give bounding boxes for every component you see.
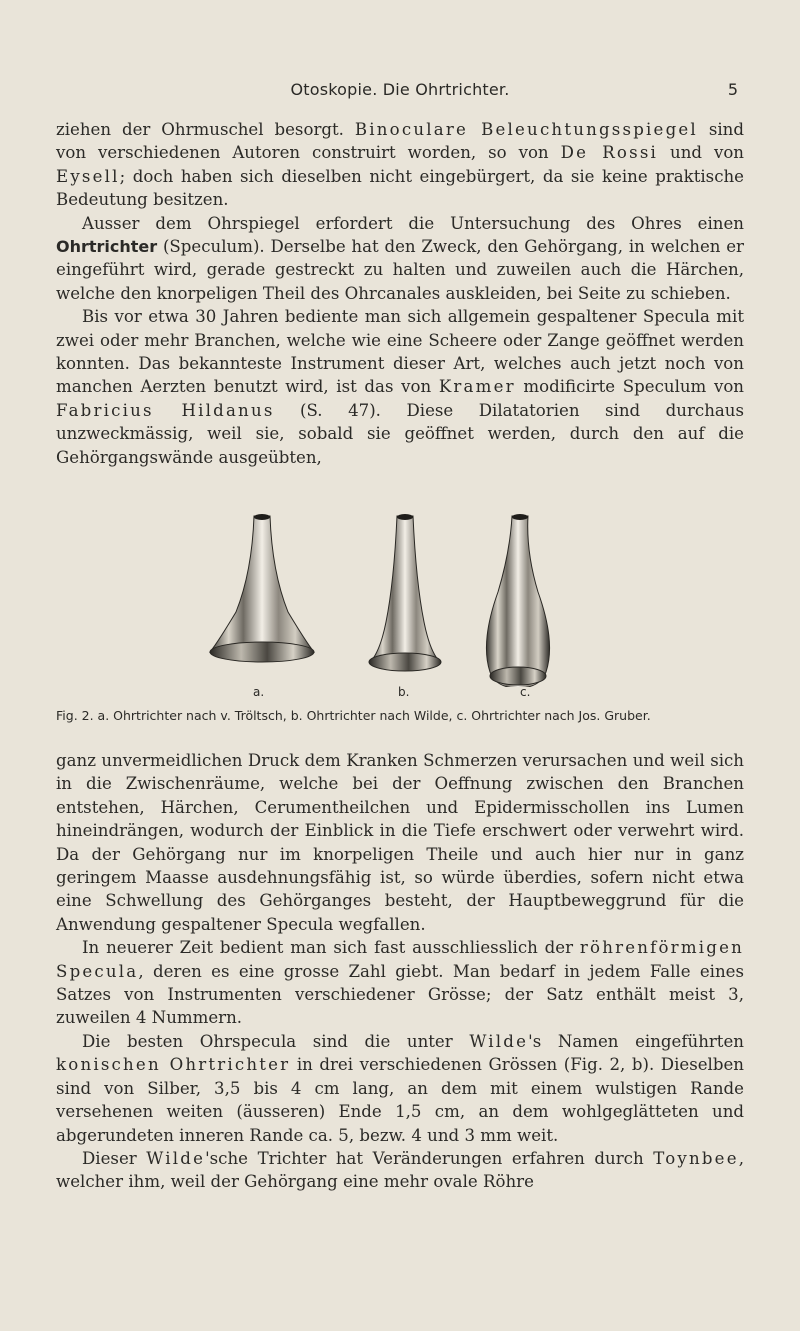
running-title: Otoskopie. Die Ohrtrichter. (290, 80, 510, 99)
figure-label-b: b. (398, 685, 410, 699)
paragraph: In neuerer Zeit bedient man sich fast ausschliesslich der röhrenförmigen Specula, deren es eine grosse Zahl giebt. Man bedarf in jedem Falle eines Satzes von Instrumenten verschiedener Grösse; der Satz enthält meist 3, zuweilen 4 Nummern. (56, 938, 744, 1028)
figure-2 (56, 512, 744, 742)
speculum-b-illustration (369, 514, 441, 671)
author-name: Wilde (469, 1031, 529, 1051)
author-name: De Rossi (560, 143, 659, 163)
speculum-a-illustration (210, 514, 314, 662)
emphasis: Binoculare Beleuchtungsspiegel (354, 120, 698, 139)
author-name: Fabricius Hildanus (56, 400, 275, 420)
figure-label-c: c. (520, 685, 531, 699)
paragraph: Ausser dem Ohrspiegel erfordert die Untersuchung des Ohres einen Ohrtrichter (Speculum). Derselbe hat den Zweck, den Gehörgang, in welchen er eingeführt wird, gerade gestreckt zu halten und zuweilen auch die Härchen, welche den knorpeligen Theil des Ohrcanales auskleiden, bei Seite zu schieben. (56, 213, 744, 303)
ear-speculum-illustration (56, 512, 744, 687)
figure-caption: Fig. 2. a. Ohrtrichter nach v. Tröltsch, b. Ohrtrichter nach Wilde, c. Ohrtrichter nach Jos. Gruber. (56, 708, 651, 723)
page-number: 5 (727, 80, 738, 99)
author-name: Toynbee (653, 1148, 739, 1168)
paragraph: Die besten Ohrspecula sind die unter Wilde's Namen eingeführten konischen Ohrtrichter in drei verschiedenen Grössen (Fig. 2, b). Dieselben sind von Silber, 3,5 bis 4 cm lang, an dem mit einem wulstigen Rande versehenen weiten (äusseren) Ende 1,5 cm, an dem wohlgeglätteten und abgerundeten inneren Rande ca. 5, bezw. 4 und 3 mm weit. (56, 1031, 744, 1145)
bold-term: Ohrtrichter (56, 237, 158, 257)
paragraph: ziehen der Ohrmuschel besorgt. Binoculare Beleuchtungsspiegel sind von verschiedenen Autoren construirt worden, so von De Rossi und von Eysell; doch haben sich dieselben nicht eingebürgert, da sie keine praktische Bedeutung besitzen. (56, 120, 744, 210)
speculum-c-illustration (486, 514, 549, 687)
paragraph: Bis vor etwa 30 Jahren bediente man sich allgemein gespaltener Specula mit zwei oder mehr Branchen, welche wie eine Scheere oder Zange geöffnet werden konnten. Das bekannteste Instrument dieser Art, welches auch jetzt noch von manchen Aerzten benutzt wird, ist das von Kramer modificirte Speculum von Fabricius Hildanus (S. 47). Diese Dilatatorien sind durchaus unzweckmässig, weil sie, sobald sie geöffnet werden, durch den auf die Gehörgangswände ausgeübten, (56, 307, 744, 467)
author-name: Wilde (146, 1148, 206, 1168)
body-text-top (56, 118, 744, 469)
body-text-bottom (56, 749, 744, 1194)
paragraph: ganz unvermeidlichen Druck dem Kranken Schmerzen verursachen und weil sich in die Zwischenräume, welche bei der Oeffnung zwischen den Branchen entstehen, Härchen, Cerumentheilchen und Epidermisschollen ins Lumen hineindrängen, wodurch der Einblick in die Tiefe erschwert oder verwehrt wird. Da der Gehörgang nur im knorpeligen Theile und auch hier nur in ganz geringem Maasse ausdehnungsfähig ist, so würde überdies, sofern nicht etwa eine Schwellung des Gehörganges besteht, der Hauptbeweggrund für die Anwendung gespaltener Specula wegfallen. (56, 751, 744, 934)
page-header (56, 80, 744, 106)
emphasis: röhrenförmigen Specula (56, 938, 744, 981)
emphasis: konischen Ohrtrichter (56, 1055, 291, 1075)
figure-label-a: a. (253, 685, 265, 699)
author-name: Eysell (56, 166, 120, 186)
author-name: Kramer (438, 377, 516, 397)
paragraph: Dieser Wilde'sche Trichter hat Veränderungen erfahren durch Toynbee, welcher ihm, weil der Gehörgang eine mehr ovale Röhre (56, 1148, 744, 1192)
